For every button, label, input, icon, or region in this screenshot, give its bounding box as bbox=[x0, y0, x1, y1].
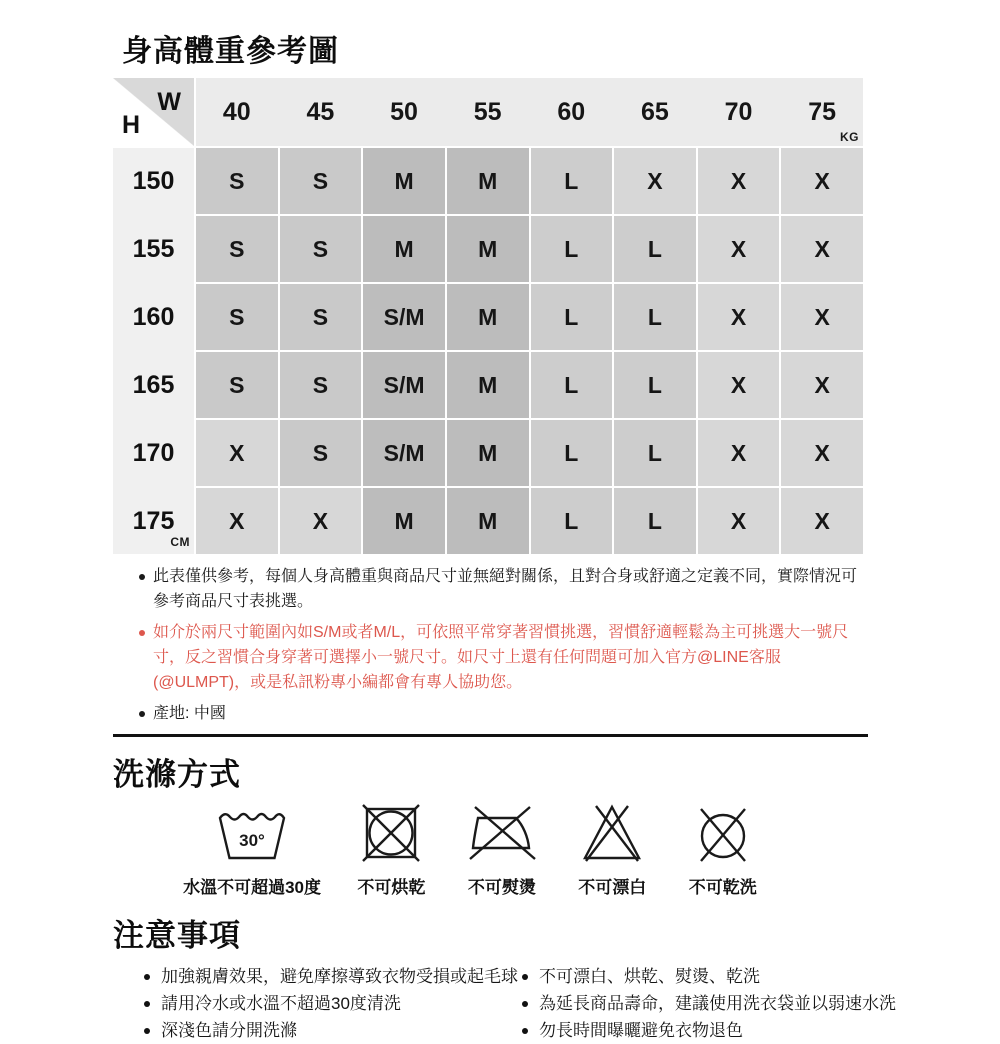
precaution-item: 請用冷水或水溫不超過30度清洗 bbox=[140, 990, 518, 1017]
size-cell: M bbox=[447, 284, 529, 350]
height-label: 155 bbox=[132, 234, 175, 263]
size-chart bbox=[113, 78, 863, 554]
weight-axis-label: W bbox=[157, 88, 181, 116]
size-cell: M bbox=[447, 216, 529, 282]
size-cell: M bbox=[363, 148, 445, 214]
height-label: 160 bbox=[132, 302, 175, 331]
size-cell: S bbox=[196, 284, 278, 350]
washing-label: 不可烘乾 bbox=[357, 878, 426, 897]
washing-item bbox=[348, 800, 434, 898]
size-cell: S bbox=[280, 284, 362, 350]
height-label: 150 bbox=[132, 166, 175, 195]
size-cell: M bbox=[363, 488, 445, 554]
size-chart-corner bbox=[113, 78, 194, 146]
size-cell: X bbox=[280, 488, 362, 554]
precaution-item: 為延長商品壽命，建議使用洗衣袋並以弱速水洗 bbox=[518, 990, 896, 1017]
height-label: 175 bbox=[132, 506, 175, 535]
height-unit: CM bbox=[170, 535, 190, 549]
size-cell: X bbox=[781, 216, 863, 282]
size-cell: L bbox=[531, 420, 613, 486]
precautions-left-list bbox=[140, 963, 518, 1044]
size-cell: M bbox=[447, 352, 529, 418]
size-cell: L bbox=[614, 284, 696, 350]
size-cell: X bbox=[698, 148, 780, 214]
size-cell: X bbox=[196, 488, 278, 554]
washing-item bbox=[459, 800, 545, 898]
height-header-band bbox=[113, 148, 194, 554]
size-cell: X bbox=[781, 420, 863, 486]
precautions-right-list bbox=[518, 963, 896, 1044]
size-cell: M bbox=[447, 488, 529, 554]
size-cell: S bbox=[280, 420, 362, 486]
size-cell: X bbox=[781, 488, 863, 554]
washing-label: 不可熨燙 bbox=[467, 878, 536, 897]
size-cell: L bbox=[614, 352, 696, 418]
size-cell: L bbox=[531, 148, 613, 214]
weight-label: 75 bbox=[808, 97, 837, 126]
precautions-heading: 注意事項 bbox=[113, 918, 241, 953]
washing-label: 不可漂白 bbox=[578, 878, 647, 897]
size-cell: X bbox=[698, 420, 780, 486]
size-cell: X bbox=[781, 148, 863, 214]
height-label: 170 bbox=[132, 438, 175, 467]
size-cell: L bbox=[531, 488, 613, 554]
size-cell: X bbox=[781, 284, 863, 350]
weight-label: 55 bbox=[473, 97, 502, 126]
svg-text:30°: 30° bbox=[239, 831, 265, 850]
weight-header-band bbox=[196, 78, 863, 146]
washing-heading: 洗滌方式 bbox=[113, 757, 241, 792]
weight-label: 60 bbox=[557, 97, 586, 126]
size-cell: S bbox=[196, 216, 278, 282]
weight-label: 65 bbox=[641, 97, 669, 126]
size-cell: S/M bbox=[363, 352, 445, 418]
precaution-item: 不可漂白、烘乾、熨燙、乾洗 bbox=[518, 963, 896, 990]
washing-label: 不可乾洗 bbox=[688, 878, 757, 897]
precaution-item: 加強親膚效果，避免摩擦導致衣物受損或起毛球 bbox=[140, 963, 518, 990]
page-title: 身高體重參考圖 bbox=[122, 35, 339, 68]
size-cell: L bbox=[531, 284, 613, 350]
weight-label: 45 bbox=[306, 97, 335, 126]
size-cell: S bbox=[196, 148, 278, 214]
no-iron-icon bbox=[466, 800, 538, 864]
size-cell: L bbox=[614, 420, 696, 486]
size-cell: S bbox=[196, 352, 278, 418]
size-cell: L bbox=[531, 352, 613, 418]
precaution-item: 勿長時間曝曬避免衣物退色 bbox=[518, 1017, 896, 1044]
weight-label: 70 bbox=[724, 97, 753, 126]
size-cell: S bbox=[280, 352, 362, 418]
size-cell: S bbox=[280, 148, 362, 214]
size-cell: M bbox=[363, 216, 445, 282]
precautions-columns bbox=[140, 963, 896, 1044]
precaution-item: 深淺色請分開洗滌 bbox=[140, 1017, 518, 1044]
note-item: 如介於兩尺寸範圍內如S/M或者M/L，可依照平常穿著習慣挑選，習慣舒適輕鬆為主可挑選大一號尺寸，反之習慣合身穿著可選擇小一號尺寸。如尺寸上還有任何問題可加入官方@LINE客服(@ULMPT)，或是私訊粉專小編都會有專人協助您。 bbox=[113, 620, 861, 695]
no-tumble-dry-icon bbox=[360, 800, 422, 864]
size-cell: L bbox=[531, 216, 613, 282]
washing-item bbox=[180, 800, 324, 898]
washing-label: 水溫不可超過30度 bbox=[183, 878, 322, 897]
size-cell: X bbox=[196, 420, 278, 486]
size-cell: M bbox=[447, 148, 529, 214]
size-cell: X bbox=[698, 352, 780, 418]
weight-label: 40 bbox=[222, 97, 251, 126]
size-cell: X bbox=[781, 352, 863, 418]
size-cell: X bbox=[614, 148, 696, 214]
note-item: 產地: 中國 bbox=[113, 701, 861, 726]
section-divider bbox=[113, 734, 868, 737]
size-cell: L bbox=[614, 216, 696, 282]
size-cell: L bbox=[614, 488, 696, 554]
size-cell: X bbox=[698, 488, 780, 554]
note-item: 此表僅供參考，每個人身高體重與商品尺寸並無絕對關係，且對合身或舒適之定義不同，實際情況可參考商品尺寸表挑選。 bbox=[113, 564, 861, 614]
size-cell: X bbox=[698, 284, 780, 350]
height-label: 165 bbox=[132, 370, 175, 399]
size-cell: M bbox=[447, 420, 529, 486]
size-cell: S/M bbox=[363, 420, 445, 486]
size-cell: X bbox=[698, 216, 780, 282]
size-cell: S/M bbox=[363, 284, 445, 350]
weight-unit: KG bbox=[840, 130, 859, 144]
washing-item bbox=[680, 800, 766, 898]
no-bleach-icon bbox=[580, 800, 644, 864]
no-dry-clean-icon bbox=[692, 800, 754, 864]
wash-30-icon bbox=[215, 800, 289, 864]
notes-list bbox=[113, 564, 861, 726]
weight-label: 50 bbox=[390, 97, 418, 126]
washing-items bbox=[180, 800, 790, 898]
size-cell: S bbox=[280, 216, 362, 282]
washing-item bbox=[569, 800, 655, 898]
height-axis-label: H bbox=[122, 111, 141, 139]
